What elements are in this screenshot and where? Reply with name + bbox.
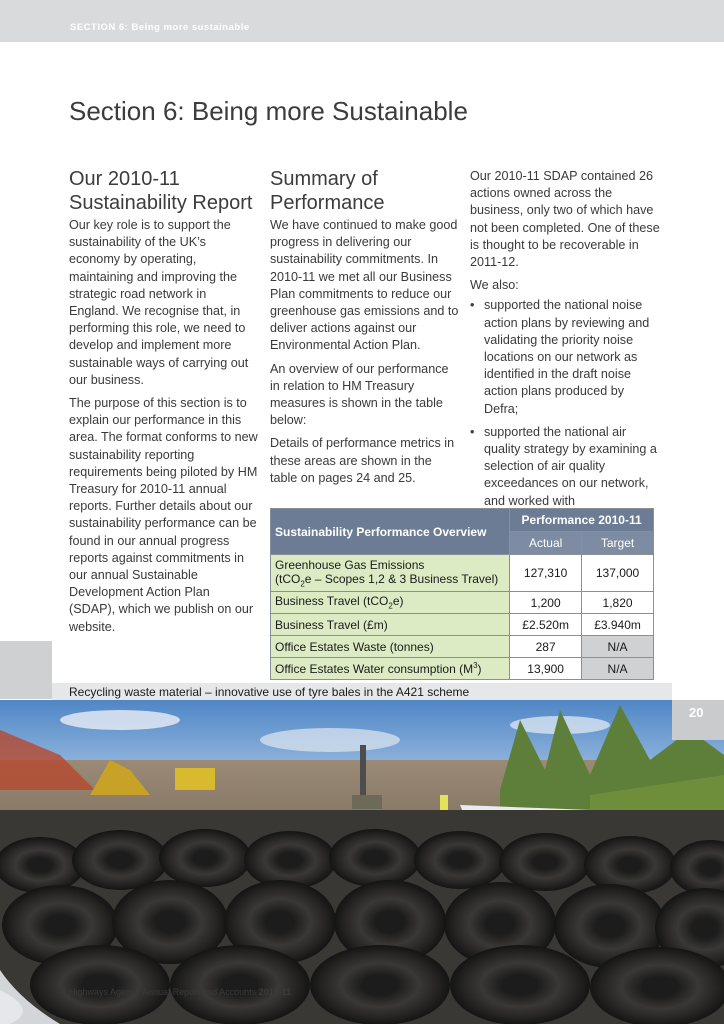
metric-label: Office Estates Waste (tonnes)	[271, 636, 510, 658]
list-item	[470, 297, 660, 417]
paragraph: Our key role is to support the sustainability of the UK’s economy by operating, maintaining and improving the strategic road network in England. We recognise that, in performing this role, we need to develop and implement more sustainable ways of carrying out our business.	[69, 218, 249, 387]
table-period-header: Performance 2010-11	[510, 509, 654, 532]
side-tab-block	[0, 641, 52, 699]
paragraph: The purpose of this section is to explain our performance in this area. The format conforms to new sustainability reporting requirements being piloted by HM Treasury for 2010-11 annual reports. Further details about our sustainability performance can be found in our annual progress reports against commitments in our annual Sustainable Development Action Plan (SDAP), which we publish on our website.	[69, 396, 258, 634]
metric-subscript: 2	[388, 601, 393, 611]
bullet-icon: •	[470, 298, 475, 313]
table-title: Sustainability Performance Overview	[271, 509, 510, 555]
footer-year: 2010-11	[258, 987, 292, 997]
target-value: 137,000	[582, 555, 654, 592]
table-row	[271, 636, 654, 658]
heading-summary-of-performance: Summary of Performance	[270, 168, 385, 214]
column-sdap-actions	[470, 168, 660, 516]
metric-text: Business Travel (tCO	[275, 594, 389, 609]
paragraph-lead: We also:	[470, 278, 519, 293]
actual-value: 287	[510, 636, 582, 658]
table-row	[271, 555, 654, 592]
photo-caption	[52, 683, 672, 700]
table-row	[271, 658, 654, 680]
target-value: N/A	[582, 658, 654, 680]
section-label: SECTION 6: Being more sustainable	[70, 22, 250, 33]
caption-text: Recycling waste material – innovative use of tyre bales in the A421 scheme	[69, 685, 470, 699]
actual-value: £2.520m	[510, 614, 582, 636]
column-header-target: Target	[582, 532, 654, 555]
tyre-bales-photo	[0, 700, 724, 1024]
table-row	[271, 614, 654, 636]
metric-text: e)	[392, 594, 404, 609]
list-item-text: supported the national air quality strategy by examining a selection of air quality exceedances on our network, and worked with	[484, 424, 657, 508]
footer	[69, 987, 291, 997]
paragraph: Details of performance metrics in these areas are shown in the table on pages 24 and 25.	[270, 436, 455, 485]
paragraph: Our 2010-11 SDAP contained 26 actions owned across the business, only two of which have not been completed. One of these is thought to be recoverable in 2011-12.	[470, 169, 660, 270]
page-title: Section 6: Being more Sustainable	[69, 96, 468, 126]
metric-superscript: 3	[473, 661, 478, 670]
section-header-bar	[0, 0, 724, 42]
metric-subscript: 2	[300, 579, 305, 589]
metric-text: Office Estates Water consumption (M	[275, 662, 474, 676]
page-number: 20	[689, 705, 704, 720]
metric-label: Business Travel (£m)	[271, 614, 510, 636]
column-summary-of-performance	[270, 168, 460, 493]
actual-value: 1,200	[510, 592, 582, 614]
bullet-icon: •	[470, 424, 475, 439]
table-row	[271, 592, 654, 614]
metric-label	[271, 592, 510, 614]
heading-sustainability-report: Our 2010-11 Sustainability Report	[69, 168, 253, 214]
page-number-tab	[672, 700, 724, 740]
metric-text: (tCO	[275, 571, 301, 586]
column-sustainability-report	[69, 168, 259, 642]
metric-text: Greenhouse Gas Emissions	[275, 557, 425, 572]
metric-label	[271, 555, 510, 592]
paragraph: An overview of our performance in relation to HM Treasury measures is shown in the table below:	[270, 361, 449, 428]
list-item-text: supported the national noise action plans by reviewing and validating the priority noise locations on our network as identified in the draft noise action plans produced by Defra;	[484, 298, 650, 416]
column-header-actual: Actual	[510, 532, 582, 555]
paragraph: We have continued to make good progress in delivering our sustainability commitments. In 2010-11 we met all our Business Plan commitments to reduce our greenhouse gas emissions and to deliver actions against our Environmental Action Plan.	[270, 218, 459, 353]
bullet-list	[470, 297, 660, 509]
sustainability-performance-table	[270, 508, 654, 680]
list-item	[470, 424, 660, 510]
metric-label	[271, 658, 510, 680]
actual-value: 127,310	[510, 555, 582, 592]
footer-text: Highways Agency Annual Report and Accounts	[69, 987, 257, 997]
target-value: £3.940m	[582, 614, 654, 636]
metric-text: )	[477, 662, 482, 676]
target-value: N/A	[582, 636, 654, 658]
target-value: 1,820	[582, 592, 654, 614]
actual-value: 13,900	[510, 658, 582, 680]
metric-text: e – Scopes 1,2 & 3 Business Travel)	[304, 571, 499, 586]
